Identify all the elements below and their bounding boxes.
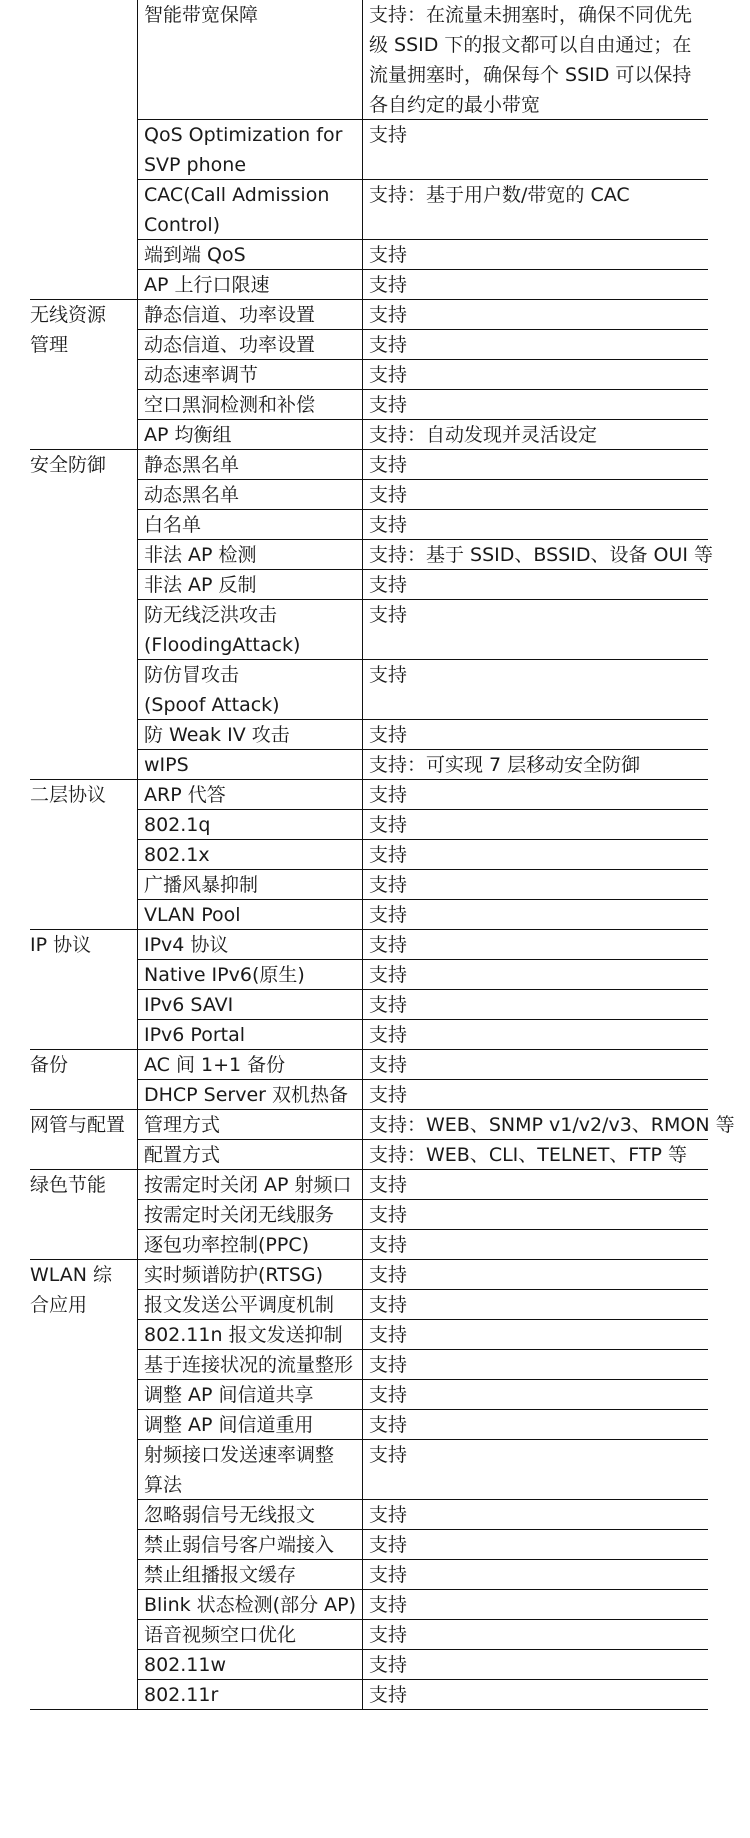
feature-cell: 智能带宽保障 — [144, 4, 259, 26]
feature-cell: 逐包功率控制(PPC) — [144, 1234, 310, 1256]
feature-cell: 动态信道、功率设置 — [144, 334, 316, 356]
row-divider — [138, 809, 708, 810]
support-cell: 支持 — [369, 1054, 408, 1076]
feature-cell: DHCP Server 双机热备 — [144, 1084, 349, 1106]
feature-cell: 射频接口发送速率调整 — [144, 1444, 335, 1466]
support-cell: 支持 — [369, 784, 408, 806]
support-cell: 支持 — [369, 364, 408, 386]
feature-cell: IPv4 协议 — [144, 934, 229, 956]
feature-cell: Blink 状态检测(部分 AP) — [144, 1594, 356, 1616]
support-cell: 支持 — [369, 1264, 408, 1286]
support-cell: 支持 — [369, 1024, 408, 1046]
support-cell: 支持 — [369, 1174, 408, 1196]
feature-cell: 静态黑名单 — [144, 454, 240, 476]
support-cell: 支持 — [369, 964, 408, 986]
support-cell: 流量拥塞时，确保每个 SSID 可以保持 — [369, 64, 692, 86]
group-label: 合应用 — [30, 1294, 88, 1316]
support-cell: 支持 — [369, 1624, 408, 1646]
support-cell: 支持 — [369, 124, 408, 146]
support-cell: 支持：自动发现并灵活设定 — [369, 424, 598, 446]
support-cell: 支持 — [369, 814, 408, 836]
group-label: 绿色节能 — [30, 1174, 107, 1196]
feature-cell: 按需定时关闭无线服务 — [144, 1204, 335, 1226]
support-cell: 级 SSID 下的报文都可以自由通过；在 — [369, 34, 692, 56]
feature-cell: AP 均衡组 — [144, 424, 232, 446]
feature-cell: 空口黑洞检测和补偿 — [144, 394, 316, 416]
support-cell: 支持 — [369, 874, 408, 896]
feature-cell: 配置方式 — [144, 1144, 221, 1166]
support-cell: 支持 — [369, 1294, 408, 1316]
group-label: 无线资源 — [30, 304, 107, 326]
feature-cell: CAC(Call Admission — [144, 184, 330, 206]
support-cell: 支持 — [369, 1414, 408, 1436]
feature-cell: 防仿冒攻击 — [144, 664, 240, 686]
support-cell: 支持 — [369, 1684, 408, 1706]
feature-cell: 端到端 QoS — [144, 244, 246, 266]
column-line — [137, 0, 138, 1710]
group-label: 备份 — [30, 1054, 69, 1076]
group-label: IP 协议 — [30, 934, 92, 956]
feature-cell: 白名单 — [144, 514, 202, 536]
support-cell: 支持 — [369, 1084, 408, 1106]
group-label: WLAN 综 — [30, 1264, 113, 1286]
support-cell: 支持 — [369, 1654, 408, 1676]
support-cell: 支持 — [369, 1594, 408, 1616]
feature-cell: wIPS — [144, 754, 189, 776]
feature-cell: AP 上行口限速 — [144, 274, 270, 296]
row-divider — [138, 509, 708, 510]
feature-cell: 防无线泛洪攻击 — [144, 604, 278, 626]
support-cell: 支持 — [369, 904, 408, 926]
feature-cell: IPv6 Portal — [144, 1024, 246, 1046]
group-label: 管理 — [30, 334, 69, 356]
support-cell: 支持 — [369, 1564, 408, 1586]
feature-cell: 管理方式 — [144, 1114, 221, 1136]
support-cell: 支持 — [369, 1504, 408, 1526]
feature-cell: 802.1q — [144, 814, 211, 836]
feature-cell: IPv6 SAVI — [144, 994, 234, 1016]
support-cell: 支持 — [369, 844, 408, 866]
feature-cell: 语音视频空口优化 — [144, 1624, 297, 1646]
feature-cell: 按需定时关闭 AP 射频口 — [144, 1174, 352, 1196]
feature-cell: 禁止弱信号客户端接入 — [144, 1534, 335, 1556]
feature-cell: 禁止组播报文缓存 — [144, 1564, 297, 1586]
feature-cell: 802.11n 报文发送抑制 — [144, 1324, 343, 1346]
support-cell: 支持：基于用户数/带宽的 CAC — [369, 184, 630, 206]
support-cell: 支持 — [369, 1324, 408, 1346]
support-cell: 支持：基于 SSID、BSSID、设备 OUI 等 — [369, 544, 713, 566]
feature-cell: 调整 AP 间信道共享 — [144, 1384, 314, 1406]
support-cell: 支持：可实现 7 层移动安全防御 — [369, 754, 641, 776]
support-cell: 支持 — [369, 274, 408, 296]
support-cell: 支持 — [369, 1234, 408, 1256]
group-label: 网管与配置 — [30, 1114, 126, 1136]
feature-cell: Native IPv6(原生) — [144, 964, 305, 986]
feature-cell: AC 间 1+1 备份 — [144, 1054, 286, 1076]
feature-cell: 802.11r — [144, 1684, 219, 1706]
support-cell: 支持 — [369, 304, 408, 326]
feature-cell: SVP phone — [144, 154, 247, 176]
group-label: 安全防御 — [30, 454, 107, 476]
support-cell: 支持 — [369, 994, 408, 1016]
feature-cell: 忽略弱信号无线报文 — [144, 1504, 316, 1526]
feature-cell: ARP 代答 — [144, 784, 226, 806]
feature-cell: (Spoof Attack) — [144, 694, 280, 716]
feature-cell: 报文发送公平调度机制 — [144, 1294, 335, 1316]
row-divider — [138, 839, 708, 840]
support-cell: 支持 — [369, 604, 408, 626]
support-cell: 支持 — [369, 1534, 408, 1556]
feature-cell: 非法 AP 反制 — [144, 574, 257, 596]
feature-cell: 调整 AP 间信道重用 — [144, 1414, 314, 1436]
feature-cell: 实时频谱防护(RTSG) — [144, 1264, 324, 1286]
support-cell: 各自约定的最小带宽 — [369, 94, 541, 116]
feature-cell: 动态黑名单 — [144, 484, 240, 506]
support-cell: 支持：WEB、CLI、TELNET、FTP 等 — [369, 1144, 687, 1166]
feature-cell: 动态速率调节 — [144, 364, 259, 386]
support-cell: 支持 — [369, 934, 408, 956]
support-cell: 支持 — [369, 484, 408, 506]
support-cell: 支持 — [369, 334, 408, 356]
feature-cell: QoS Optimization for — [144, 124, 343, 146]
support-cell: 支持 — [369, 394, 408, 416]
support-cell: 支持：在流量未拥塞时，确保不同优先 — [369, 4, 693, 26]
support-cell: 支持 — [369, 514, 408, 536]
support-cell: 支持 — [369, 664, 408, 686]
feature-cell: 广播风暴抑制 — [144, 874, 259, 896]
group-label: 二层协议 — [30, 784, 107, 806]
support-cell: 支持 — [369, 454, 408, 476]
support-cell: 支持 — [369, 1354, 408, 1376]
column-line — [362, 0, 363, 1710]
feature-cell: Control) — [144, 214, 221, 236]
feature-cell: 非法 AP 检测 — [144, 544, 257, 566]
support-cell: 支持 — [369, 1384, 408, 1406]
feature-cell: 802.1x — [144, 844, 210, 866]
feature-cell: 静态信道、功率设置 — [144, 304, 316, 326]
support-cell: 支持：WEB、SNMP v1/v2/v3、RMON 等 — [369, 1114, 735, 1136]
feature-cell: 防 Weak IV 攻击 — [144, 724, 290, 746]
row-divider — [138, 1679, 708, 1680]
feature-cell: (FloodingAttack) — [144, 634, 301, 656]
row-divider — [30, 1709, 708, 1710]
feature-cell: 算法 — [144, 1474, 183, 1496]
support-cell: 支持 — [369, 1444, 408, 1466]
feature-cell: 基于连接状况的流量整形 — [144, 1354, 354, 1376]
feature-cell: VLAN Pool — [144, 904, 241, 926]
support-cell: 支持 — [369, 574, 408, 596]
feature-cell: 802.11w — [144, 1654, 227, 1676]
support-cell: 支持 — [369, 244, 408, 266]
support-cell: 支持 — [369, 724, 408, 746]
support-cell: 支持 — [369, 1204, 408, 1226]
